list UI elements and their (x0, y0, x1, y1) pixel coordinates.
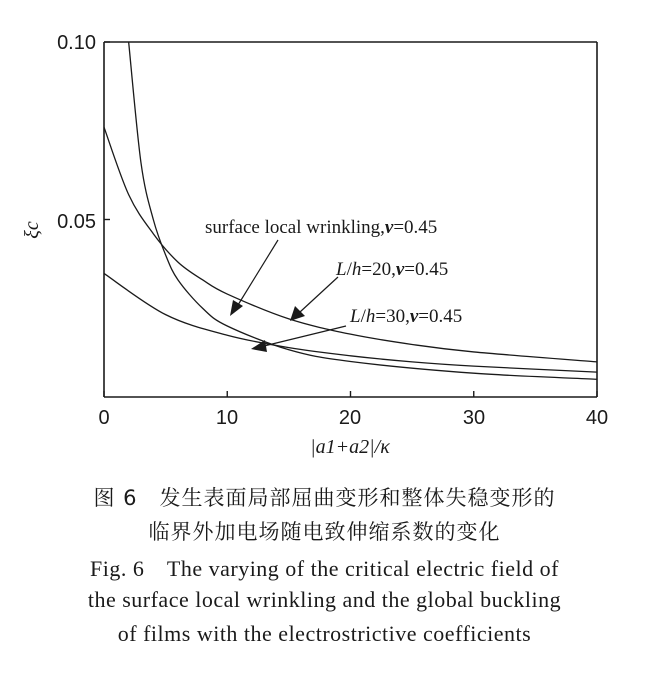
caption-cn-line-2: 临界外加电场随电致伸缩系数的变化 (148, 520, 501, 544)
caption-en-line-1: Fig. 6 The varying of the critical electric field of (90, 556, 559, 581)
annotation-lh20-nu: ν (395, 259, 405, 280)
annotation-label-surface (205, 217, 437, 238)
annotation-lh30-ratio: =30 (375, 306, 406, 327)
annotation-lh20-L: L (336, 259, 347, 280)
annotation-label-lh30 (349, 306, 462, 327)
x-tick-label-40: 40 (585, 407, 609, 429)
annotation-lh30-comma: , (405, 306, 410, 327)
annotation-surface-comma: , (380, 217, 385, 238)
annotation-lh30-L: L (350, 306, 361, 327)
annotation-lh30-value: =0.45 (418, 306, 463, 327)
annotation-arrow-surface (230, 240, 278, 316)
y-axis-label: ξc (21, 221, 43, 239)
annotation-label-lh20 (335, 259, 448, 280)
annotation-lh30-nu: ν (409, 306, 419, 327)
curve-surface-local-wrinkling (129, 42, 597, 379)
y-tick-label-0.10: 0.10 (57, 32, 96, 54)
annotation-lh30-h: h (365, 306, 376, 327)
y-tick-label-0.05: 0.05 (57, 211, 96, 233)
x-tick-label-20: 20 (338, 407, 362, 429)
annotation-lh30-slash: / (360, 306, 366, 327)
annotation-lh20-ratio: =20 (361, 259, 392, 280)
x-tick-label-30: 30 (462, 407, 486, 429)
caption-en-line-2: the surface local wrinkling and the global buckling (87, 587, 562, 612)
annotation-surface-value: =0.45 (393, 217, 438, 238)
annotation-lh20-comma: , (391, 259, 396, 280)
annotation-lh20-value: =0.45 (404, 259, 449, 280)
annotation-arrow-lh20 (290, 277, 338, 321)
annotation-arrow-lh30 (251, 326, 346, 352)
x-axis-label: |a1+a2|/κ (310, 436, 390, 458)
caption-en-line-3: of films with the electrostrictive coefficients (117, 621, 532, 646)
annotation-surface-nu: ν (384, 217, 394, 238)
x-tick-label-0: 0 (98, 407, 110, 429)
annotation-lh20-h: h (351, 259, 362, 280)
caption-cn-line-1: 图 6 发生表面局部屈曲变形和整体失稳变形的 (93, 486, 556, 510)
annotation-lh20-slash: / (346, 259, 352, 280)
x-tick-label-10: 10 (215, 407, 239, 429)
annotation-surface-text: surface local wrinkling (205, 217, 381, 238)
